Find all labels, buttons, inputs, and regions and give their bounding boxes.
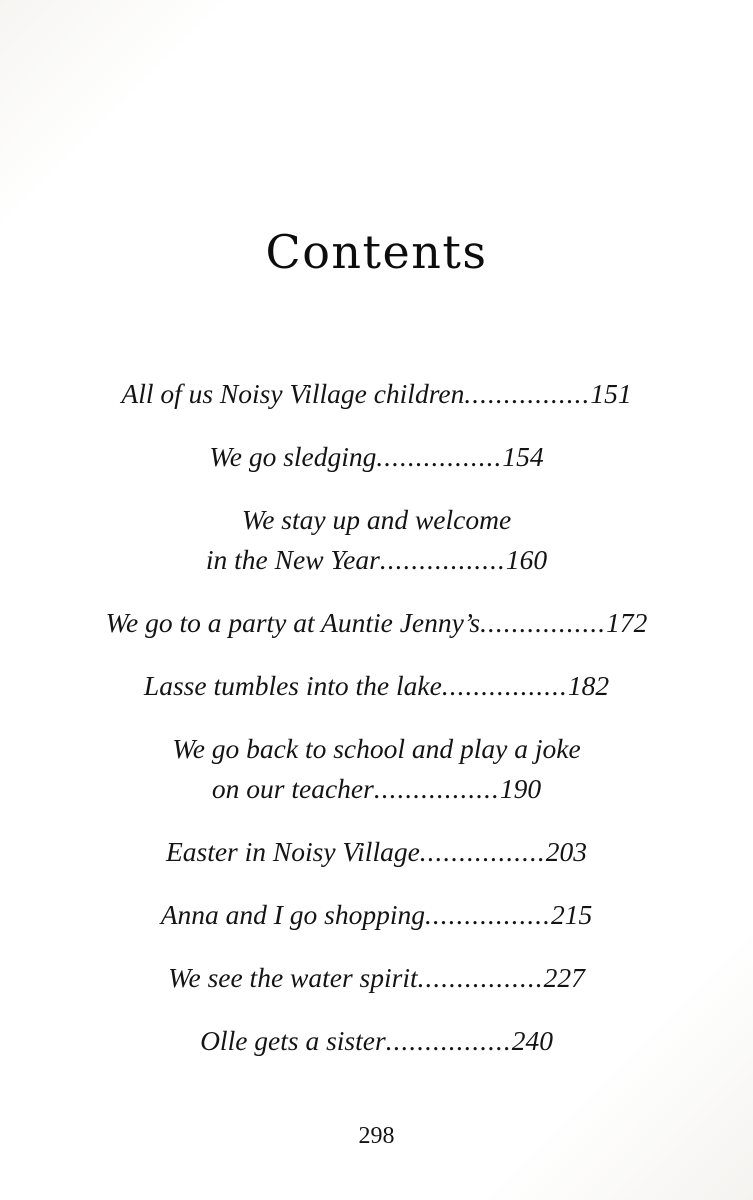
entry-text: We stay up and welcome <box>241 504 512 535</box>
entry-title-line <box>0 437 753 477</box>
dot-leader: ................ <box>373 773 500 804</box>
dot-leader: ................ <box>441 670 568 701</box>
entry-page-number: 190 <box>499 773 542 804</box>
toc-entry <box>0 666 753 706</box>
entry-title-line <box>0 729 753 769</box>
dot-leader: ................ <box>480 607 607 638</box>
toc-title: Contents <box>265 225 488 279</box>
entry-page-number: 151 <box>590 378 632 409</box>
entry-page-number: 172 <box>606 607 648 638</box>
entry-text: Easter in Noisy Village <box>165 836 420 867</box>
dot-leader: ................ <box>376 441 503 472</box>
toc-entry <box>0 958 753 998</box>
entry-title-line <box>0 1021 753 1061</box>
entry-text: Lasse tumbles into the lake <box>143 670 442 701</box>
entry-text: We go back to school and play a joke <box>172 733 581 764</box>
toc-entry <box>0 895 753 935</box>
toc-list <box>0 374 753 1061</box>
entry-page-number: 182 <box>567 670 610 701</box>
entry-page-number: 227 <box>543 962 585 993</box>
entry-title-line <box>0 603 753 643</box>
toc-entry <box>0 603 753 643</box>
toc-entry <box>0 437 753 477</box>
entry-title-line <box>0 958 753 998</box>
dot-leader: ................ <box>385 1025 512 1056</box>
entry-text: We go to a party at Auntie Jenny’s <box>105 607 481 638</box>
entry-text: We see the water spirit <box>168 962 418 993</box>
entry-page-number: 203 <box>545 836 588 867</box>
entry-title-line <box>0 832 753 872</box>
dot-leader: ................ <box>419 836 546 867</box>
entry-page-number: 240 <box>511 1025 553 1056</box>
dot-leader: ................ <box>425 899 552 930</box>
entry-title-line <box>0 666 753 706</box>
entry-text: Anna and I go shopping <box>160 899 426 930</box>
entry-page-number: 215 <box>551 899 593 930</box>
entry-text: Olle gets a sister <box>200 1025 386 1056</box>
entry-page-number: 154 <box>502 441 544 472</box>
entry-title-line <box>0 374 753 414</box>
entry-text: on our teacher <box>211 773 374 804</box>
dot-leader: ................ <box>464 378 591 409</box>
entry-title-line <box>0 500 753 540</box>
entry-text: in the New Year <box>205 544 380 575</box>
entry-title-line <box>0 895 753 935</box>
toc-entry <box>0 1021 753 1061</box>
entry-text: We go sledging <box>209 441 377 472</box>
toc-entry <box>0 500 753 580</box>
dot-leader: ................ <box>417 962 544 993</box>
entry-title-line <box>0 769 753 809</box>
entry-text: All of us Noisy Village children <box>121 378 465 409</box>
entry-title-line <box>0 540 753 580</box>
toc-entry <box>0 729 753 809</box>
toc-entry <box>0 832 753 872</box>
dot-leader: ................ <box>379 544 506 575</box>
page-number: 298 <box>358 1123 395 1149</box>
toc-entry <box>0 374 753 414</box>
entry-page-number: 160 <box>505 544 548 575</box>
